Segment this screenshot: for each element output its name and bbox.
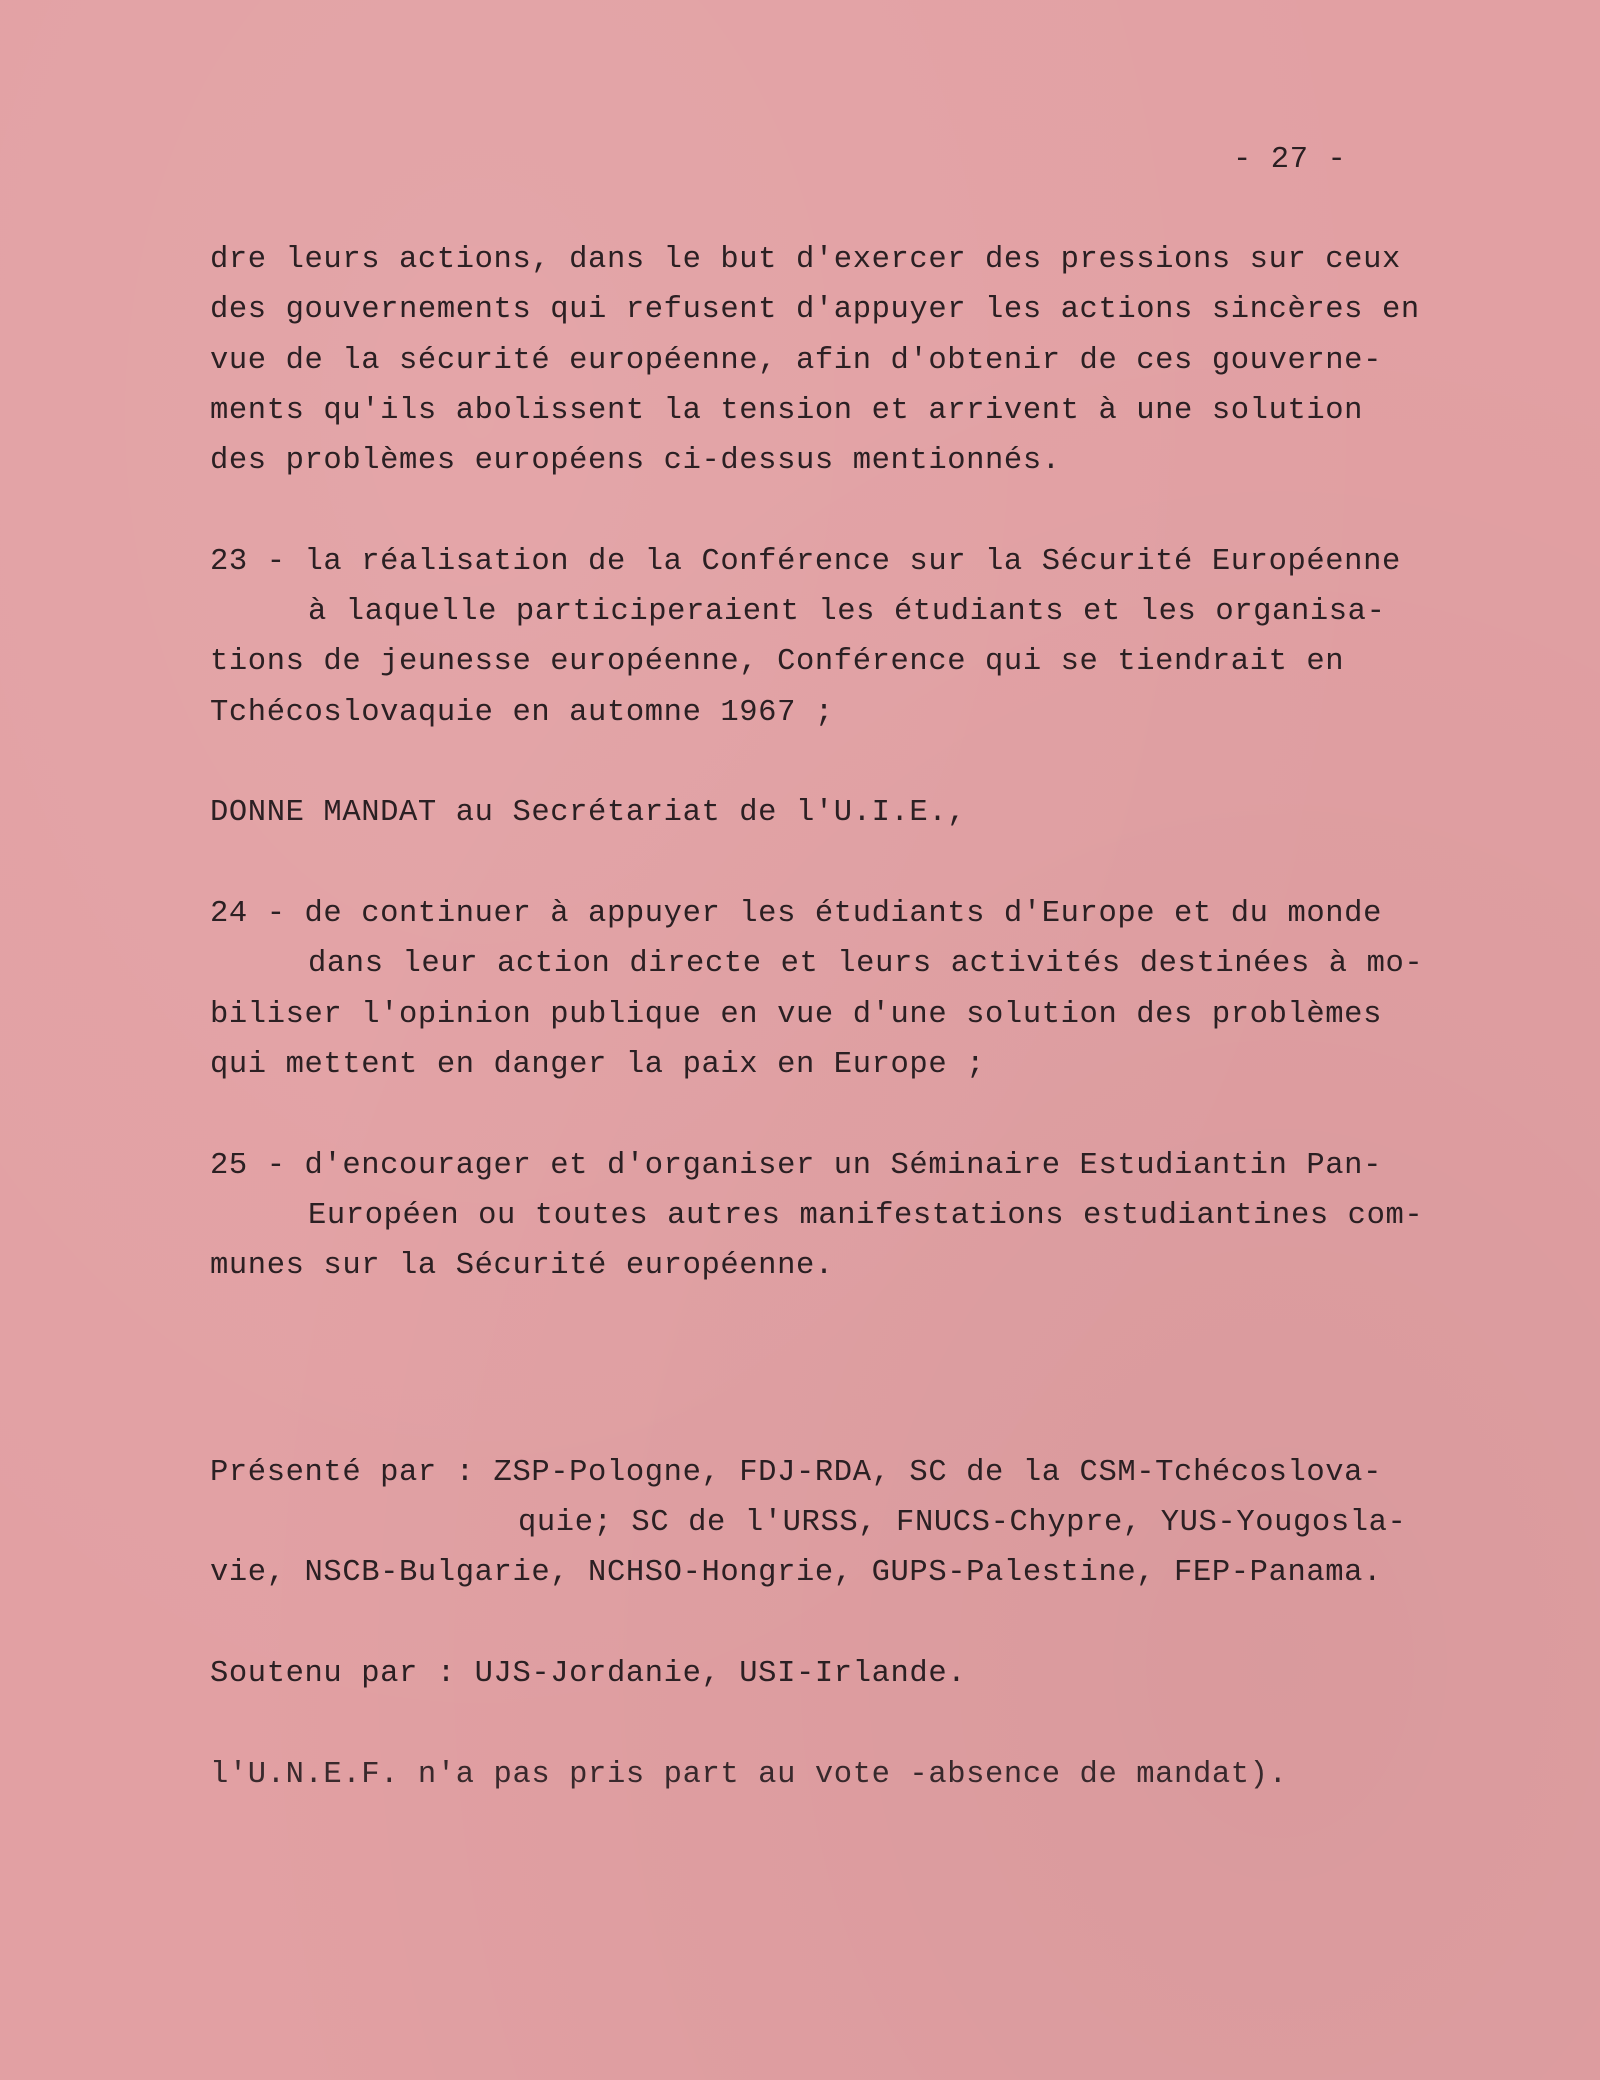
text-line: quie; SC de l'URSS, FNUCS-Chypre, YUS-Yougosla- [518,1506,1407,1540]
text-line: vue de la sécurité européenne, afin d'obtenir de ces gouverne- [210,344,1382,378]
text-line: 25 - d'encourager et d'organiser un Séminaire Estudiantin Pan- [210,1149,1382,1183]
text-line: 24 - de continuer à appuyer les étudiants d'Europe et du monde [210,897,1382,931]
voting-note: l'U.N.E.F. n'a pas pris part au vote -absence de mandat). [210,1758,1288,1792]
text-line: biliser l'opinion publique en vue d'une solution des problèmes [210,998,1382,1032]
text-line: qui mettent en danger la paix en Europe ; [210,1048,986,1082]
text-line: des problèmes européens ci-dessus mentionnés. [210,444,1061,478]
text-line: des gouvernements qui refusent d'appuyer les actions sincères en [210,293,1420,327]
text-line: vie, NSCB-Bulgarie, NCHSO-Hongrie, GUPS-Palestine, FEP-Panama. [210,1556,1382,1590]
text-line: à laquelle participeraient les étudiants et les organisa- [308,595,1386,629]
supported-by: Soutenu par : UJS-Jordanie, USI-Irlande. [210,1657,967,1691]
text-line: tions de jeunesse européenne, Conférence qui se tiendrait en [210,645,1345,679]
text-line: ments qu'ils abolissent la tension et arrivent à une solution [210,394,1364,428]
mandate-heading: DONNE MANDAT au Secrétariat de l'U.I.E., [210,796,967,830]
text-line: Tchécoslovaquie en automne 1967 ; [210,696,834,730]
text-line: dre leurs actions, dans le but d'exercer des pressions sur ceux [210,243,1401,277]
text-line: munes sur la Sécurité européenne. [210,1249,834,1283]
text-line: Européen ou toutes autres manifestations estudiantines com- [308,1199,1424,1233]
page-number: - 27 - [1233,143,1347,177]
text-line: Présenté par : ZSP-Pologne, FDJ-RDA, SC de la CSM-Tchécoslova- [210,1456,1382,1490]
text-line: 23 - la réalisation de la Conférence sur la Sécurité Européenne [210,545,1401,579]
text-line: dans leur action directe et leurs activités destinées à mo- [308,947,1424,981]
